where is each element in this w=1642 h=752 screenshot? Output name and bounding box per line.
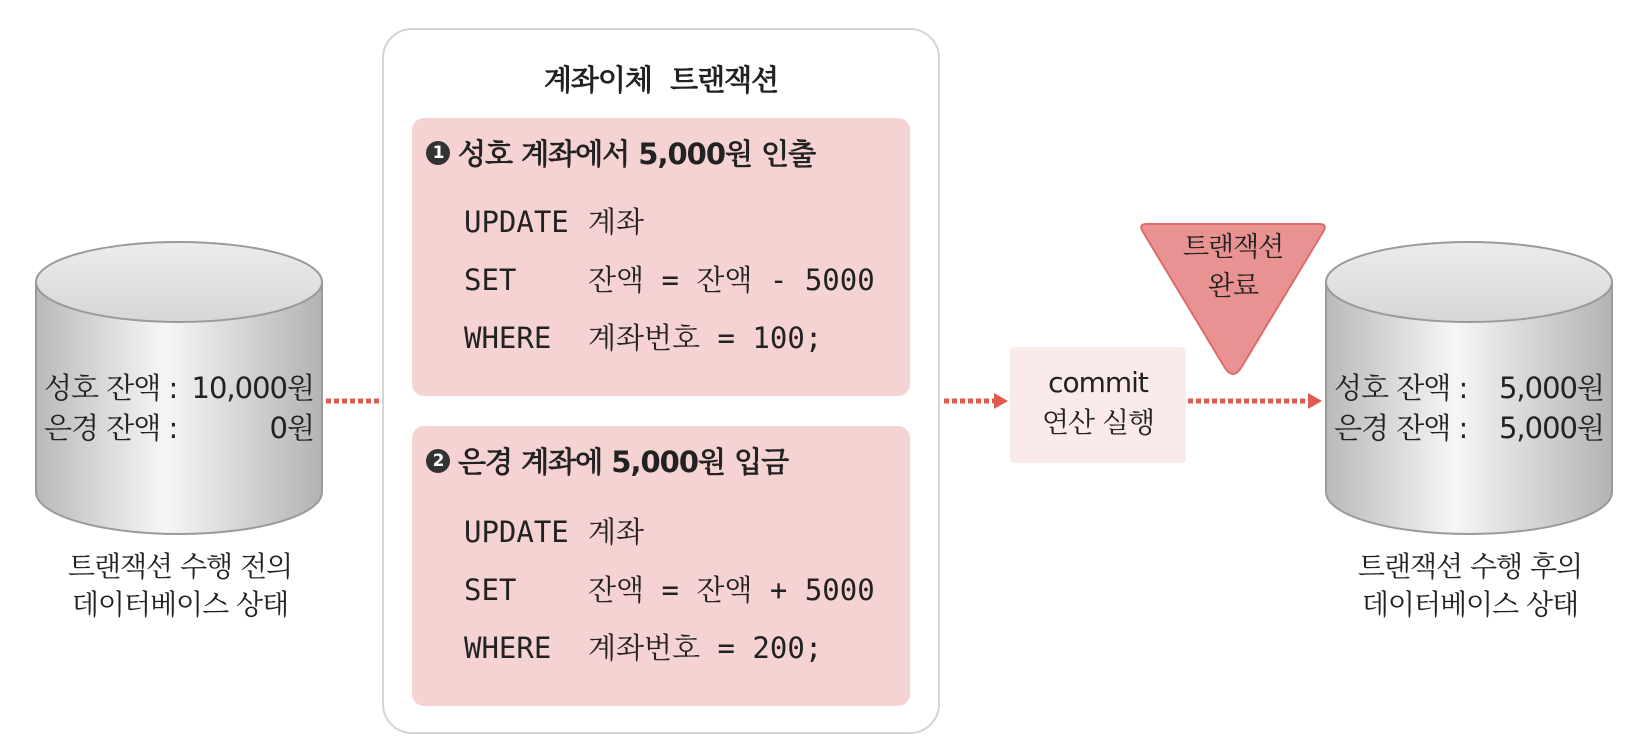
sql-line (464, 568, 875, 609)
caption-line: 데이터베이스 상태 (1361, 588, 1579, 621)
sql-line (464, 626, 822, 667)
balance-label: 성호 잔액 : (44, 371, 178, 405)
db-before-cylinder (34, 240, 324, 536)
caption-line: 트랜잭션 수행 전의 (67, 550, 293, 583)
balance-value: 0원 (269, 411, 314, 445)
db-before-line-seongho (34, 368, 324, 408)
step-number-badge: 1 (426, 141, 450, 165)
sql-keyword: UPDATE (464, 515, 569, 549)
db-before-line-eungyeong (34, 408, 324, 448)
step-2-heading (426, 440, 788, 481)
balance-label: 은경 잔액 : (44, 411, 178, 445)
sql-clause: 계좌번호 = 100; (588, 321, 823, 355)
step-1-heading (426, 132, 815, 173)
sql-line (464, 258, 875, 299)
balance-value: 10,000원 (191, 371, 314, 405)
step-2-box (412, 426, 910, 706)
balance-value: 5,000원 (1498, 411, 1604, 445)
arrowhead-to-after-db (1308, 393, 1322, 409)
caption-line: 트랜잭션 수행 후의 (1357, 550, 1583, 583)
sql-keyword: SET (464, 573, 517, 607)
sql-keyword: WHERE (464, 321, 552, 355)
caption-line: 데이터베이스 상태 (71, 588, 289, 621)
transaction-complete-label (1148, 228, 1318, 306)
db-after-caption (1320, 548, 1620, 624)
transaction-panel (382, 28, 940, 734)
commit-line-2: 연산 실행 (1041, 406, 1155, 439)
db-before-caption (30, 548, 330, 624)
sql-clause: 잔액 = 잔액 + 5000 (588, 573, 875, 607)
balance-value: 5,000원 (1498, 371, 1604, 405)
sql-clause: 잔액 = 잔액 - 5000 (588, 263, 875, 297)
sql-keyword: WHERE (464, 631, 552, 665)
sql-keyword: UPDATE (464, 205, 569, 239)
arrowhead-to-commit (994, 393, 1008, 409)
step-heading-text: 은경 계좌에 5,000원 입금 (458, 445, 789, 479)
sql-clause: 계좌 (588, 205, 645, 239)
sql-line (464, 200, 644, 241)
sql-line (464, 510, 644, 551)
balance-label: 은경 잔액 : (1334, 411, 1468, 445)
complete-line-1: 트랜잭션 (1182, 232, 1284, 263)
step-1-box (412, 118, 910, 396)
sql-line (464, 316, 822, 357)
db-before-balances (34, 368, 324, 448)
sql-keyword: SET (464, 263, 517, 297)
complete-line-2: 완료 (1207, 271, 1259, 302)
db-after-balances (1324, 368, 1614, 448)
transaction-title: 계좌이체 트랜잭션 (543, 63, 779, 97)
commit-line-1: commit (1048, 366, 1148, 399)
db-after-line-seongho (1324, 368, 1614, 408)
sql-clause: 계좌 (588, 515, 645, 549)
commit-operation-box (1010, 347, 1186, 463)
step-heading-text: 성호 계좌에서 5,000원 인출 (458, 137, 816, 171)
db-after-cylinder (1324, 240, 1614, 536)
step-number-badge: 2 (426, 449, 450, 473)
db-after-line-eungyeong (1324, 408, 1614, 448)
sql-clause: 계좌번호 = 200; (588, 631, 823, 665)
balance-label: 성호 잔액 : (1334, 371, 1468, 405)
